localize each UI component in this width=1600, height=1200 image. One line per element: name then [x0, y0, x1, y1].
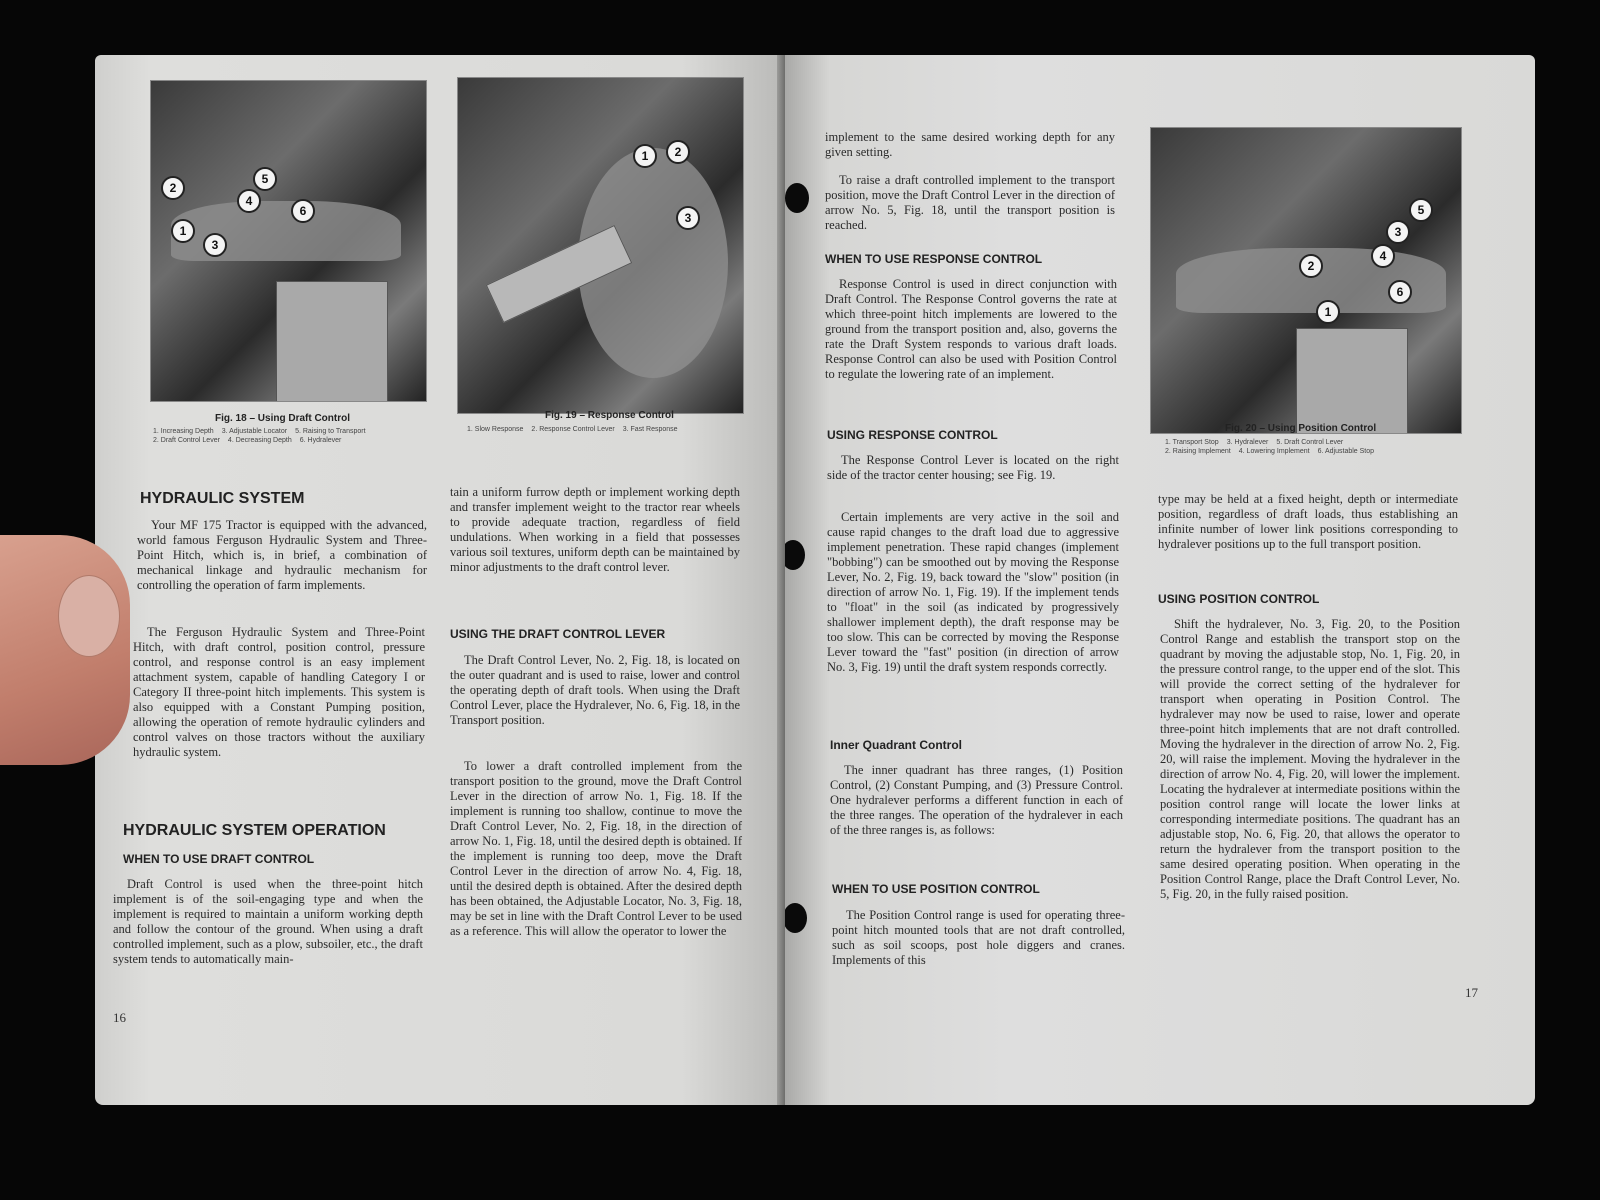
- fig20-callout: 1: [1316, 300, 1340, 324]
- r-col1-p1: To raise a draft controlled implement to the transport position, move the Draft Control Lever in the direction of arrow No. 5, Fig. 18, until the transport position is reached.: [825, 173, 1115, 232]
- fig20-callout: 2: [1299, 254, 1323, 278]
- response-using-heading: USING RESPONSE CONTROL: [827, 428, 998, 442]
- draft-control-p1: Draft Control is used when the three-point hitch implement is of the soil-engaging type and when the implement is required to maintain a uniform working depth and follow the contour of the ground. When using a draft controlled implement, such as a plow, subsoiler, etc., the draft system tends to automatically main-: [113, 877, 423, 966]
- fig19-callout: 2: [666, 140, 690, 164]
- r-col1-p3: The Response Control Lever is located on the right side of the tractor center housing; see Fig. 19.: [827, 453, 1119, 482]
- holding-hand: [0, 535, 130, 765]
- fig19-title: Fig. 19 – Response Control: [545, 410, 674, 421]
- fig20-callout: 6: [1388, 280, 1412, 304]
- binder-hole: [785, 183, 809, 213]
- fig18-callout: 5: [253, 167, 277, 191]
- r-col2-p0: type may be held at a fixed height, depth or intermediate position, regardless of draft loads, thus establishing an infinite number of lower link positions corresponding to hydralever positions up to the full transport position.: [1158, 492, 1458, 551]
- binder-hole: [785, 903, 807, 933]
- binder-hole: [785, 540, 805, 570]
- fig18-legend: 1. Increasing Depth 3. Adjustable Locator 5. Raising to Transport 2. Draft Control Lever 4. Decreasing Depth 6. Hydralever: [153, 428, 366, 444]
- draft-lever-heading: USING THE DRAFT CONTROL LEVER: [450, 627, 666, 641]
- hydraulic-system-p1: Your MF 175 Tractor is equipped with the advanced, world famous Ferguson Hydraulic System and Three-Point Hitch, which is, in brief, a combination of mechanical linkage and hydraulic mechanism for controlling the operation of farm implements.: [137, 518, 427, 592]
- hydraulic-system-heading: HYDRAULIC SYSTEM: [140, 490, 305, 507]
- fig20-callout: 5: [1409, 198, 1433, 222]
- r-col2-p1: Shift the hydralever, No. 3, Fig. 20, to the Position Control Range and establish the transport stop on the quadrant by moving the adjustable stop, No. 1, Fig. 20, in the pressure control range, to the upper end of the slot. This will provide the correct setting of the hydralever for transport when operating in Position Control. The hydralever may now be used to raise, lower and operate three-point hitch implements that are not draft controlled. Moving the hydralever in the direction of arrow No. 2, Fig. 20, will raise the implement. Moving the hydralever in the direction of arrow No. 4, Fig. 20, will lower the implement. Locating the hydralever at intermediate positions within the position control range will locate the lower links at corresponding intermediate positions. The quadrant has an adjustable stop, No. 6, Fig. 20, that allows the operator to return the hydralever from the transport position to the same desired operating position. When operating in the Position Control Range, place the Draft Control Lever, No. 5, Fig. 20, in the fully raised position.: [1160, 617, 1460, 901]
- fig19-photo: [457, 77, 744, 414]
- fig18-callout: 2: [161, 176, 185, 200]
- r-col1-p5: The inner quadrant has three ranges, (1) Position Control, (2) Constant Pumping, and (3) Pressure Control. One hydralever performs a different function in each of the three ranges. The operation of the hydralever in each of the three ranges is, as follows:: [830, 763, 1123, 837]
- col2-p0: tain a uniform furrow depth or implement working depth and transfer implement weight to the tractor rear wheels to provide adequate traction, regardless of field undulations. When working in a field that possesses various soil textures, uniform depth can be maintained by minor adjustments to the draft control lever.: [450, 485, 740, 574]
- fig18-callout: 3: [203, 233, 227, 257]
- fig18-callout: 4: [237, 189, 261, 213]
- r-col1-p2: Response Control is used in direct conjunction with Draft Control. The Response Control governs the rate at which three-point hitch implements are lowered to the ground from the transport position and, also, governs the rate the Draft System responds to various draft loads. Response Control can also be used with Position Control to regulate the lowering rate of an implement.: [825, 277, 1117, 381]
- position-using-heading: USING POSITION CONTROL: [1158, 592, 1320, 606]
- position-when-heading: WHEN TO USE POSITION CONTROL: [832, 882, 1040, 896]
- draft-control-subheading: WHEN TO USE DRAFT CONTROL: [123, 852, 315, 866]
- fig18-photo: [150, 80, 427, 402]
- hydraulic-system-p2: The Ferguson Hydraulic System and Three-Point Hitch, with draft control, position control, pressure control, and response control is an easy implement attachment system, capable of handling Category I or Category II three-point hitch implements. This system is also equipped with a Constant Pumping position, allowing the operation of remote hydraulic cylinders and control valves on those tractors without the auxiliary hydraulic system.: [133, 625, 425, 759]
- r-col1-p0: implement to the same desired working depth for any given setting.: [825, 130, 1115, 159]
- inner-quadrant-heading: Inner Quadrant Control: [830, 738, 962, 752]
- page-number-right: 17: [1465, 985, 1478, 1000]
- fig20-callout: 4: [1371, 244, 1395, 268]
- draft-lever-p2: To lower a draft controlled implement from the transport position to the ground, move the Draft Control Lever in the direction of arrow No. 1, Fig. 18. If the implement is running too shallow, continue to move the Draft Control Lever, No. 2, Fig. 18, in the direction of arrow No. 1, Fig. 18, until the desired depth is obtained. If the implement is running too deep, move the Draft Control Lever in the direction of arrow No. 4, Fig. 18, until the desired depth is obtained. After the desired depth has been obtained, the Adjustable Locator, No. 3, Fig. 18, may be set in line with the Draft Control Lever to be used as a reference. This will allow the operator to lower the: [450, 759, 742, 938]
- fig18-callout: 6: [291, 199, 315, 223]
- system-operation-heading: HYDRAULIC SYSTEM OPERATION: [123, 822, 386, 839]
- fig18-title: Fig. 18 – Using Draft Control: [215, 413, 351, 424]
- r-col1-p6: The Position Control range is used for operating three-point hitch mounted tools that are not draft controlled, such as soil scoops, post hole diggers and cranes. Implements of this: [832, 908, 1125, 967]
- page-number-left: 16: [113, 1010, 126, 1025]
- fig19-callout: 1: [633, 144, 657, 168]
- r-col1-p4: Certain implements are very active in the soil and cause rapid changes to the draft load due to aggressive implement penetration. These rapid changes (implement "bobbing") can be smoothed out by moving the Response Lever, No. 2, Fig. 19, back toward the "slow" position (in direction of arrow No. 1, Fig. 19). If the implement tends to "float" in the soil (as indicated by progressively shallower implement depth), the draft response may be too slow. This can be corrected by moving the Response Lever toward the "fast" position (in direction of arrow No. 3, Fig. 19) until the draft system responds correctly.: [827, 510, 1119, 674]
- left-page: [95, 55, 785, 1105]
- fig20-callout: 3: [1386, 220, 1410, 244]
- fig19-callout: 3: [676, 206, 700, 230]
- fig19-legend: 1. Slow Response 2. Response Control Lever 3. Fast Response: [467, 426, 678, 433]
- right-page: [785, 55, 1535, 1105]
- fig20-legend: 1. Transport Stop 3. Hydralever 5. Draft Control Lever 2. Raising Implement 4. Lowering Implement 6. Adjustable Stop: [1165, 439, 1375, 455]
- open-manual: [95, 55, 1535, 1105]
- fig20-title: Fig. 20 – Using Position Control: [1225, 423, 1377, 434]
- fig18-callout: 1: [171, 219, 195, 243]
- draft-lever-p1: The Draft Control Lever, No. 2, Fig. 18, is located on the outer quadrant and is used to raise, lower and control the operating depth of draft tools. When using the Draft Control Lever, place the Hydralever, No. 6, Fig. 18, in the Transport position.: [450, 653, 740, 727]
- response-when-heading: WHEN TO USE RESPONSE CONTROL: [825, 252, 1043, 266]
- fig20-photo: [1150, 127, 1462, 434]
